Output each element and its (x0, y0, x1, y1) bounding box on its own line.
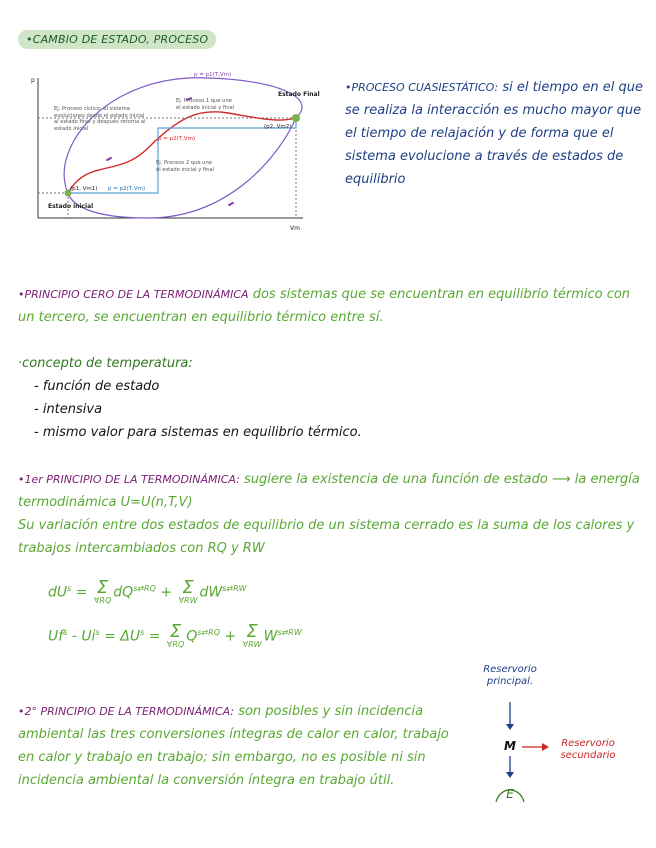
axis-x-label: Vm (290, 225, 300, 232)
arrow-mark-2 (106, 157, 112, 162)
eq1-sum2-sub: ∀RW (178, 596, 198, 605)
pv-diagram-svg (28, 68, 320, 236)
eq2-term1: Q (186, 628, 198, 645)
reservoir-secondary-label: Reservorio secundario (560, 738, 616, 761)
list-item: - función de estado (34, 375, 638, 398)
eq-mid-label: p = p2(T,Vm) (158, 136, 196, 142)
list-item: - intensiva (34, 398, 638, 421)
equation-du (48, 577, 247, 605)
eq1-term1-sup: s⇄RQ (133, 583, 156, 593)
eq2-sum2 (242, 621, 262, 649)
final-state-label: Estado Final (278, 91, 320, 98)
sigma-icon: Σ (96, 577, 109, 598)
eq1-lhs: dU (48, 584, 68, 601)
eq2-equals2: = (148, 628, 161, 645)
first-law-block (18, 468, 646, 560)
zeroth-law-title: •PRINCIPIO CERO DE LA TERMODINÁMICA (18, 288, 249, 301)
equation-delta-u (48, 621, 302, 649)
eq1-term1: dQ (113, 584, 134, 601)
pv-diagram (28, 68, 320, 236)
quasistatic-text: si el tiempo en el que se realiza la interacción es mucho mayor que el tiempo de relajación y de forma que el sistema evolucione a través de estados de equilibrio (345, 80, 643, 187)
eq2-sum1-sub: ∀RQ (166, 640, 185, 649)
eq2-lhs: Uf (48, 628, 64, 645)
first-law-arrow: ⟶ (551, 472, 571, 487)
eq2-plus: + (224, 628, 237, 645)
eq-bottom-label: p = p2(T,Vm) (108, 186, 146, 192)
second-law-block (18, 700, 458, 792)
note-process1: Ej. Proceso 1 que une el estado inicial y final (176, 98, 235, 111)
point-final-label: (p2, Vm2) (264, 124, 292, 130)
first-law-title: •1er PRINCIPIO DE LA TERMODINÁMICA: (18, 473, 240, 486)
sigma-icon: Σ (169, 621, 182, 642)
reservoir-diagram (472, 660, 652, 820)
eq2-term2: W (263, 628, 278, 645)
temperature-title: ·concepto de temperatura: (18, 356, 193, 371)
axis-y-label: p (31, 77, 35, 84)
eq1-lhs-sup: s (67, 583, 72, 593)
note-cycle: Ej. Proceso cíclico: el sistema evoluciones desde el estado inicial al estado final y después retorna al estado inicial (54, 106, 146, 132)
sigma-icon: Σ (246, 621, 258, 642)
note-process2: Ej. Proceso 2 que une el estado inicial y final (156, 160, 215, 173)
temperature-list (18, 375, 638, 444)
quasistatic-title: •PROCESO CUASIESTÁTICO: (345, 81, 499, 94)
machine-label: M (504, 739, 516, 753)
eq-top-label: p = p1(T,Vm) (194, 72, 232, 78)
second-law-title: •2° PRINCIPIO DE LA TERMODINÁMICA: (18, 705, 235, 718)
second-law-text: son posibles y sin incidencia ambiental las tres conversiones íntegras de calor en calor, trabajo en calor y trabajo en trabajo; sin embargo, no es posible ni sin incidencia ambiental la conversión íntegra en trabajo útil. (18, 704, 449, 788)
first-law-text1: sugiere la existencia de una función de estado (243, 472, 548, 487)
arrow-head-right (542, 743, 549, 751)
eq2-minus-sup: s (95, 627, 100, 637)
reservoir-principal-label: Reservorio principal. (483, 664, 537, 687)
eq2-term1-sup: s⇄RQ (197, 627, 220, 637)
eq1-equals: = (75, 584, 88, 601)
list-item: - mismo valor para sistemas en equilibrio térmico. (34, 421, 638, 444)
eq2-sum1 (166, 621, 185, 649)
quasistatic-block (345, 76, 645, 191)
initial-state-label: Estado inicial (48, 203, 94, 210)
section-header-pill: •CAMBIO DE ESTADO, PROCESO (18, 30, 216, 49)
eq2-minus: - Ui (71, 628, 96, 645)
environment-label: E (506, 787, 514, 801)
first-law-text2: la energía termodinámica U=U(n,T,V) (18, 472, 640, 510)
arrow-mark-3 (228, 202, 234, 207)
final-point (292, 114, 300, 122)
arrow-head-bottom (506, 772, 514, 778)
arrow-head-top (506, 724, 514, 730)
zeroth-law-text: dos sistemas que se encuentran en equilibrio térmico con un tercero, se encuentran en equilibrio térmico entre sí. (18, 287, 631, 325)
eq1-plus: + (160, 584, 173, 601)
first-law-text3: Su variación entre dos estados de equilibrio de un sistema cerrado es la suma de los calores y trabajos intercambiados con RQ y RW (18, 518, 635, 556)
zeroth-law-block (18, 283, 648, 329)
eq1-sum1 (93, 577, 112, 605)
eq1-term2-sup: s⇄RW (222, 583, 247, 593)
temperature-block (18, 352, 638, 444)
eq1-sum2 (178, 577, 198, 605)
eq2-lhs-sup: s (63, 627, 68, 637)
sigma-icon: Σ (182, 577, 194, 598)
eq1-term2: dW (199, 584, 223, 601)
eq2-equals-sup: s (140, 627, 145, 637)
eq2-sum2-sub: ∀RW (242, 640, 262, 649)
eq1-sum1-sub: ∀RQ (93, 596, 112, 605)
eq2-equals: = ΔU (104, 628, 141, 645)
eq2-term2-sup: s⇄RW (277, 627, 302, 637)
point-initial-label: (p1, Vm1) (70, 186, 98, 192)
